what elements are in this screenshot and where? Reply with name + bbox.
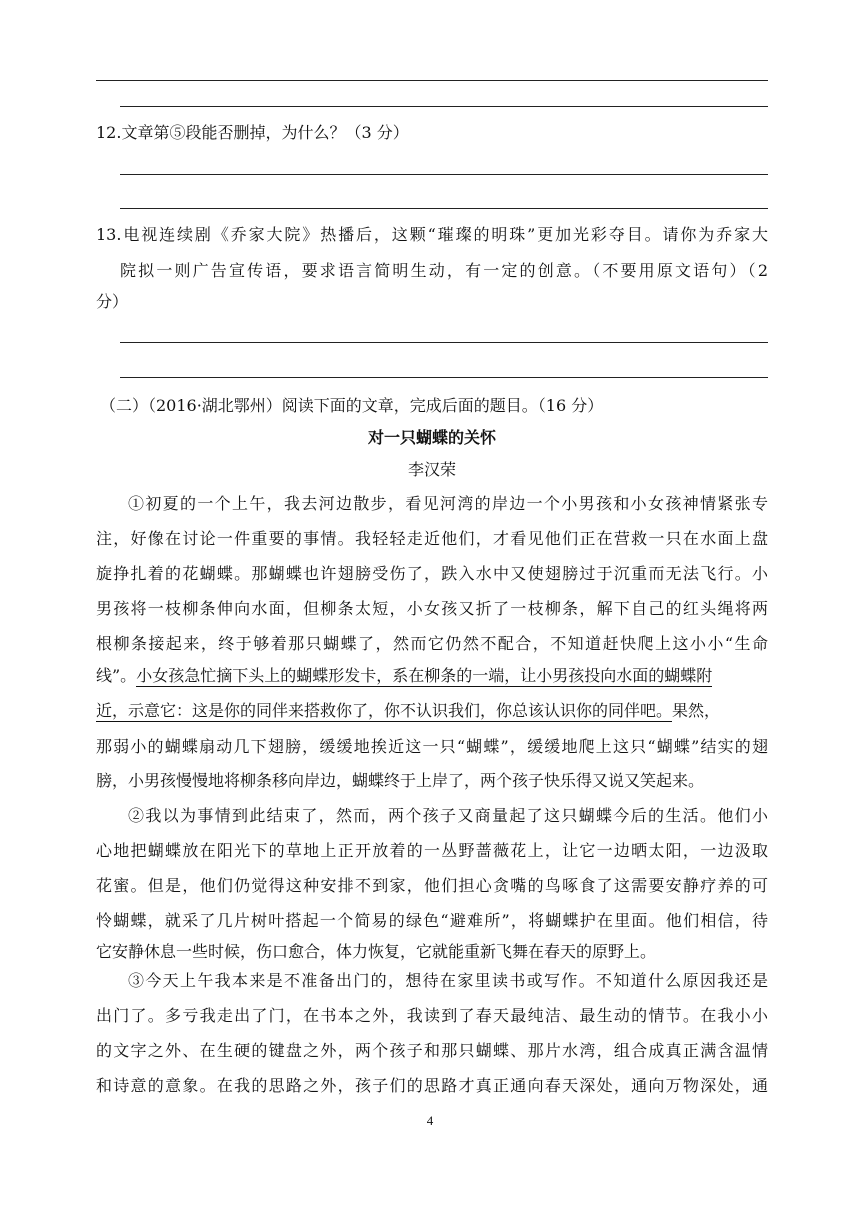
section-header: （二）（2016·湖北鄂州）阅读下面的文章，完成后面的题目。（16 分） (100, 396, 604, 415)
answer-line (120, 174, 768, 175)
paragraph-1-line (96, 666, 768, 686)
answer-line (120, 208, 768, 209)
paragraph-1-line: 旋挣扎着的花蝴蝶。那蝴蝶也许翅膀受伤了，跌入水中又使翅膀过于沉重而无法飞行。小 (96, 564, 768, 583)
paragraph-2-line: 怜蝴蝶，就采了几片树叶搭起一个简易的绿色“避难所”，将蝴蝶护在里面。他们相信，待 (96, 911, 768, 930)
paragraph-1-line: 注，好像在讨论一件重要的事情。我轻轻走近他们，才看见他们正在营救一只在水面上盘 (96, 529, 768, 548)
paragraph-1-line (96, 701, 768, 721)
answer-line (120, 106, 768, 107)
top-rule (96, 80, 768, 81)
paragraph-2-line: 花蜜。但是，他们仍觉得这种安排不到家，他们担心贪嘴的鸟啄食了这需要安静疗养的可 (96, 876, 768, 895)
paragraph-1-line: ①初夏的一个上午，我去河边散步，看见河湾的岸边一个小男孩和小女孩神情紧张专 (128, 494, 768, 513)
question-13-line1: 13.电视连续剧《乔家大院》热播后，这颗“璀璨的明珠”更加光彩夺目。请你为乔家大 (96, 225, 768, 244)
paragraph-2-line: 它安静休息一些时候，伤口愈合，体力恢复，它就能重新飞舞在春天的原野上。 (96, 942, 657, 961)
text: 线”。 (96, 666, 137, 685)
paragraph-3-line: 和诗意的意象。在我的思路之外，孩子们的思路才真正通向春天深处，通向万物深处，通 (96, 1076, 768, 1095)
paragraph-1-line: 膀，小男孩慢慢地将柳条移向岸边，蝴蝶终于上岸了，两个孩子快乐得又说又笑起来。 (96, 771, 705, 790)
page-number: 4 (426, 1113, 434, 1128)
paragraph-3-line: ③今天上午我本来是不准备出门的，想待在家里读书或写作。不知道什么原因我还是 (128, 971, 768, 990)
text: 果然， (672, 701, 721, 720)
paragraph-1-line: 根柳条接起来，终于够着那只蝴蝶了，然而它仍然不配合，不知道赶快爬上这小小“生命 (96, 634, 768, 653)
underlined-sentence: 近，示意它：这是你的同伴来搭救你了，你不认识我们，你总该认识你的同伴吧。 (96, 701, 673, 720)
question-13-line2: 院拟一则广告宣传语，要求语言简明生动，有一定的创意。（不要用原文语句）（2 (120, 261, 768, 280)
question-12: 12.文章第⑤段能否删掉，为什么？（3 分） (96, 123, 409, 142)
paragraph-1-line: 那弱小的蝴蝶扇动几下翅膀，缓缓地挨近这一只“蝴蝶”，缓缓地爬上这只“蝴蝶”结实的翅 (96, 737, 768, 756)
answer-line (120, 377, 768, 378)
paragraph-2-line: 心地把蝴蝶放在阳光下的草地上正开放着的一丛野蔷薇花上，让它一边晒太阳，一边汲取 (96, 841, 768, 860)
paragraph-2-line: ②我以为事情到此结束了，然而，两个孩子又商量起了这只蝴蝶今后的生活。他们小 (128, 806, 768, 825)
question-13-line3: 分） (96, 292, 129, 311)
paragraph-1-line: 男孩将一枝柳条伸向水面，但柳条太短，小女孩又折了一枝柳条，解下自己的红头绳将两 (96, 599, 768, 618)
answer-line (120, 342, 768, 343)
article-author: 李汉荣 (407, 460, 456, 479)
article-title: 对一只蝴蝶的关怀 (367, 428, 496, 447)
paragraph-3-line: 出门了。多亏我走出了门，在书本之外，我读到了春天最纯洁、最生动的情节。在我小小 (96, 1006, 768, 1025)
underlined-sentence: 小女孩急忙摘下头上的蝴蝶形发卡，系在柳条的一端，让小男孩投向水面的蝴蝶附 (136, 666, 713, 685)
paragraph-3-line: 的文字之外、在生硬的键盘之外，两个孩子和那只蝴蝶、那片水湾，组合成真正满含温情 (96, 1041, 768, 1060)
